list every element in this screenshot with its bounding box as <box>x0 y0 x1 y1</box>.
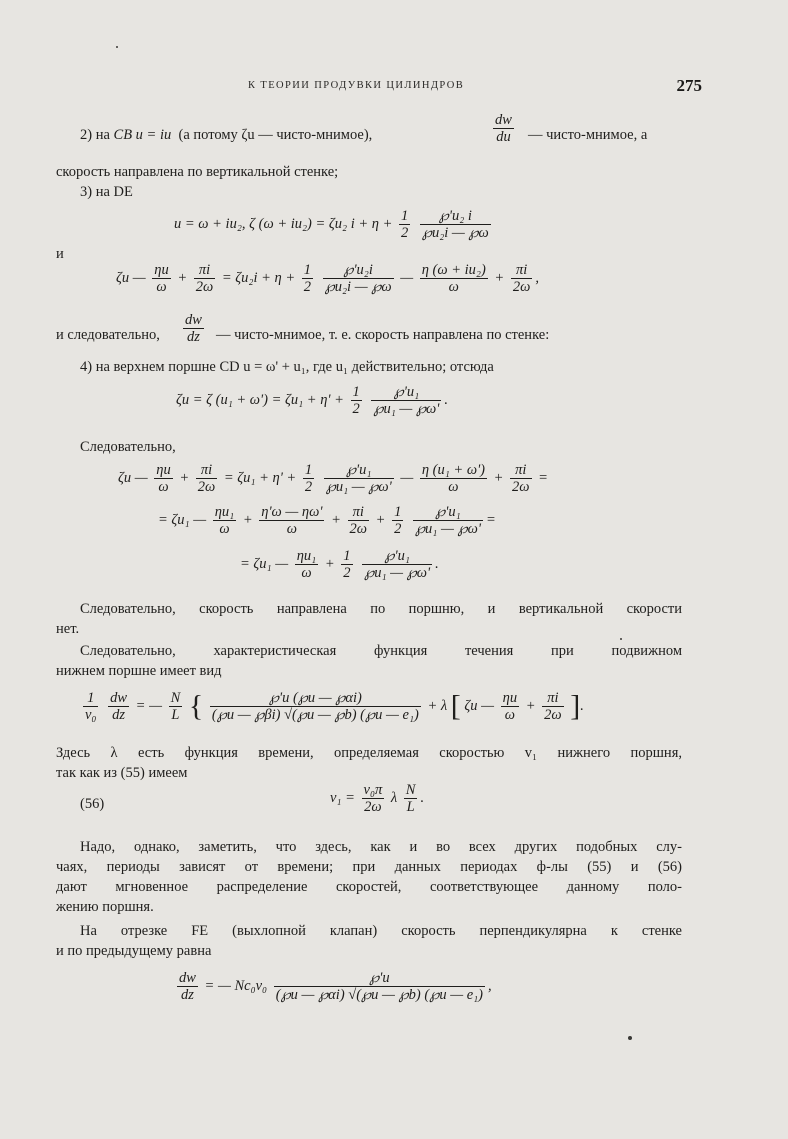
text-line: Следовательно, характеристическая функция течения при подвижном <box>80 643 682 659</box>
formula-6: = ζu₁ — $\frac{\text{ηu₁}}{\omega}$ + $\frac{1}{2}$ $\frac{\text{℘'u₁}}{\text{℘u₁ — ℘ω'}}$ . <box>240 548 439 581</box>
text-line: Надо, однако, заметить, что здесь, как и во всех других подобных слу- <box>80 839 682 855</box>
formula-7: $\frac{1}{\text{v₀}}$ $\frac{dw}{dz}$ = — $\frac{N}{L}$ { $\frac{℘'u (℘u — ℘\alpha i)}{\text{(℘u — ℘βi) √(℘u — ℘b) (℘u — e₁)}}$ + λ [ ζu — $\frac{\eta u}{\omega}$ + $\frac{\pi i}{2\omega}$ ]. <box>85 689 584 723</box>
formula-2: ζu — $\frac{\eta u}{\omega}$ + $\frac{\pi i}{2\omega}$ = ζu₂i + η + $\frac{1}{2}$ $\frac{\text{℘'u₂i}}{\text{℘u₂i — ℘ω}}$ — $\frac{\text{η (ω + iu₂)}}{\omega}$ + $\frac{\pi i}{2\omega}$ , <box>116 262 539 295</box>
text-line: так как из (55) имеем <box>56 765 188 781</box>
print-speck <box>620 638 622 640</box>
formula-4: ζu — $\frac{\eta u}{\omega}$ + $\frac{\pi i}{2\omega}$ = ζu₁ + η' + $\frac{1}{2}$ $\frac{\text{℘'u₁}}{\text{℘u₁ — ℘ω'}}$ — $\frac{\text{η (u₁ + ω')}}{\omega}$ + $\frac{\pi i}{2\omega}$ = <box>118 462 548 495</box>
text-line: жению поршня. <box>56 899 154 915</box>
text-line: и по предыдущему равна <box>56 943 212 959</box>
fraction-dw-du: $\frac{dw}{du}$ <box>495 112 512 145</box>
formula-3: ζu = ζ (u₁ + ω') = ζu₁ + η' + $\frac{1}{2}$ $\frac{\text{℘'u₁}}{\text{℘u₁ — ℘ω'}}$ . <box>176 384 449 417</box>
text-line: и следовательно, <box>56 327 160 343</box>
fraction-dw-dz: $\frac{dw}{dz}$ <box>185 312 202 345</box>
text-line: Следовательно, скорость направлена по поршню, и вертикальной скорости <box>80 601 682 617</box>
formula-final: $\frac{dw}{dz}$ = — Nc₀v₀ $\frac{℘'u}{\text{(℘u — ℘αi) √(℘u — ℘b) (℘u — e₁)}}$ , <box>179 970 492 1003</box>
formula-5: = ζu₁ — $\frac{\text{ηu₁}}{\omega}$ + $\frac{\eta'\omega — \eta\omega'}{\omega}$ + $\frac{\pi i}{2\omega}$ + $\frac{1}{2}$ $\frac{\text{℘'u₁}}{\text{℘u₁ — ℘ω'}}$ = <box>158 504 496 537</box>
running-title: К ТЕОРИИ ПРОДУВКИ ЦИЛИНДРОВ <box>248 80 465 91</box>
equation-number: (56) <box>80 796 105 812</box>
text-line: 4) на верхнем поршне CD u = ω' + u₁, где u₁ действительно; отсюда <box>80 359 494 375</box>
print-speck <box>628 1036 632 1040</box>
text-line: 2) на CB u = iu (а потому ζu — чисто-мнимое), <box>80 127 373 143</box>
text-line: — чисто-мнимое, а <box>528 127 648 143</box>
page-number: 275 <box>676 76 702 95</box>
text-line: 3) на DE <box>80 184 133 200</box>
text-line: скорость направлена по вертикальной стенке; <box>56 164 339 180</box>
text-line: — чисто-мнимое, т. е. скорость направлена по стенке: <box>216 327 550 343</box>
text-line: нижнем поршне имеет вид <box>56 663 222 679</box>
text-line: Следовательно, <box>80 439 176 455</box>
formula-1: u = ω + iu₂, ζ (ω + iu₂) = ζu₂ i + η + $\frac{1}{2}$ $\frac{\text{℘'u₂ i}}{\text{℘u₂i — ℘ω}}$ <box>174 208 489 241</box>
page-header <box>90 76 702 98</box>
text-line: дают мгновенное распределение скоростей, соответствующее данному поло- <box>56 879 682 895</box>
text-line: нет. <box>56 621 80 637</box>
formula-56: v₁ = $\frac{\text{v₀π}}{2\omega}$ λ $\frac{N}{L}$ . <box>330 782 425 815</box>
text-line: На отрезке FE (выхлопной клапан) скорость перпендикулярна к стенке <box>80 923 682 939</box>
print-speck <box>116 46 118 48</box>
text-line: Здесь λ есть функция времени, определяемая скоростью v₁ нижнего поршня, <box>56 745 682 761</box>
text-line: и <box>56 246 64 262</box>
text-line: чаях, периоды зависят от времени; при данных периодах ф-лы (55) и (56) <box>56 859 682 875</box>
